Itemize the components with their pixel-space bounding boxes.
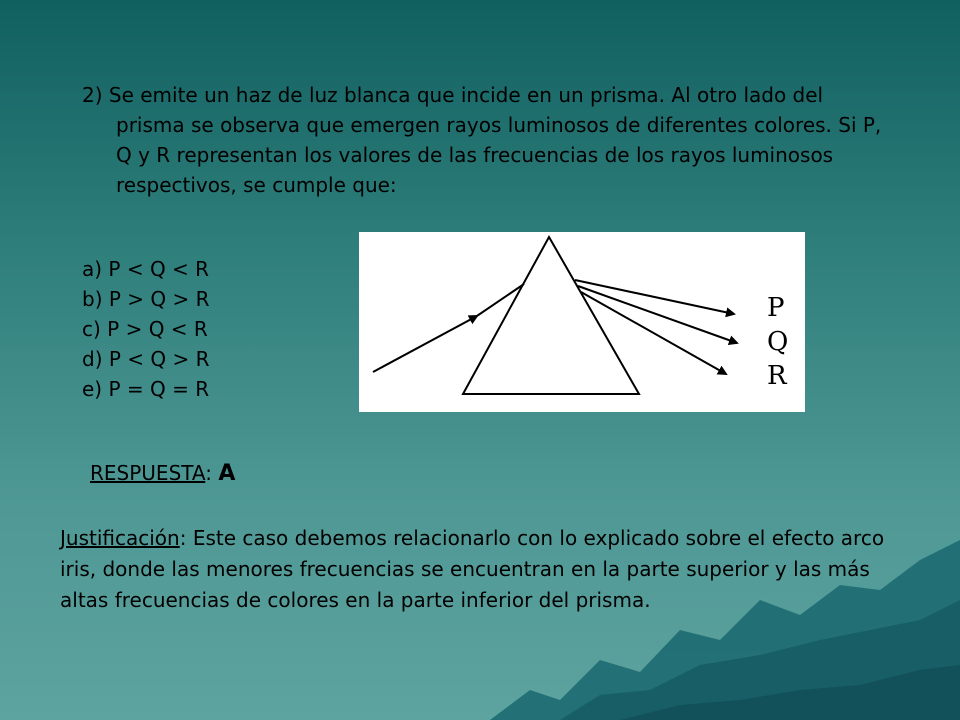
- justification-text: : Este caso debemos relacionarlo con lo explicado sobre el efecto arco iris, donde las menores frecuencias se encuentran en la parte superior y las más altas frecuencias de colores en la parte inferior del prisma.: [60, 526, 885, 612]
- label-p: P: [767, 293, 785, 323]
- option-b: b) P > Q > R: [82, 287, 210, 311]
- option-e: e) P = Q = R: [82, 377, 210, 401]
- prism-figure: [359, 232, 805, 412]
- label-q: Q: [767, 327, 789, 357]
- options-list: [82, 254, 210, 404]
- question-text: 2) Se emite un haz de luz blanca que incide en un prisma. Al otro lado del prisma se observa que emergen rayos luminosos de diferentes colores. Si P, Q y R representan los valores de las frecuencias de los rayos luminosos respectivos, se cumple que:: [82, 83, 882, 197]
- option-d: d) P < Q > R: [82, 347, 210, 371]
- justification-label: Justificación: [60, 526, 180, 550]
- answer-separator: :: [205, 461, 219, 485]
- prism-diagram: [359, 232, 805, 412]
- ray-p: [575, 280, 734, 314]
- option-a: a) P < Q < R: [82, 257, 210, 281]
- ray-r: [581, 292, 726, 374]
- label-r: R: [767, 361, 787, 391]
- justification-block: [60, 523, 920, 616]
- incident-ray: [373, 316, 477, 372]
- answer-label: RESPUESTA: [90, 461, 206, 485]
- question-block: [82, 80, 882, 200]
- prism-triangle: [463, 237, 639, 394]
- answer-value: A: [218, 461, 236, 486]
- option-c: c) P > Q < R: [82, 317, 208, 341]
- answer-line: [90, 458, 235, 489]
